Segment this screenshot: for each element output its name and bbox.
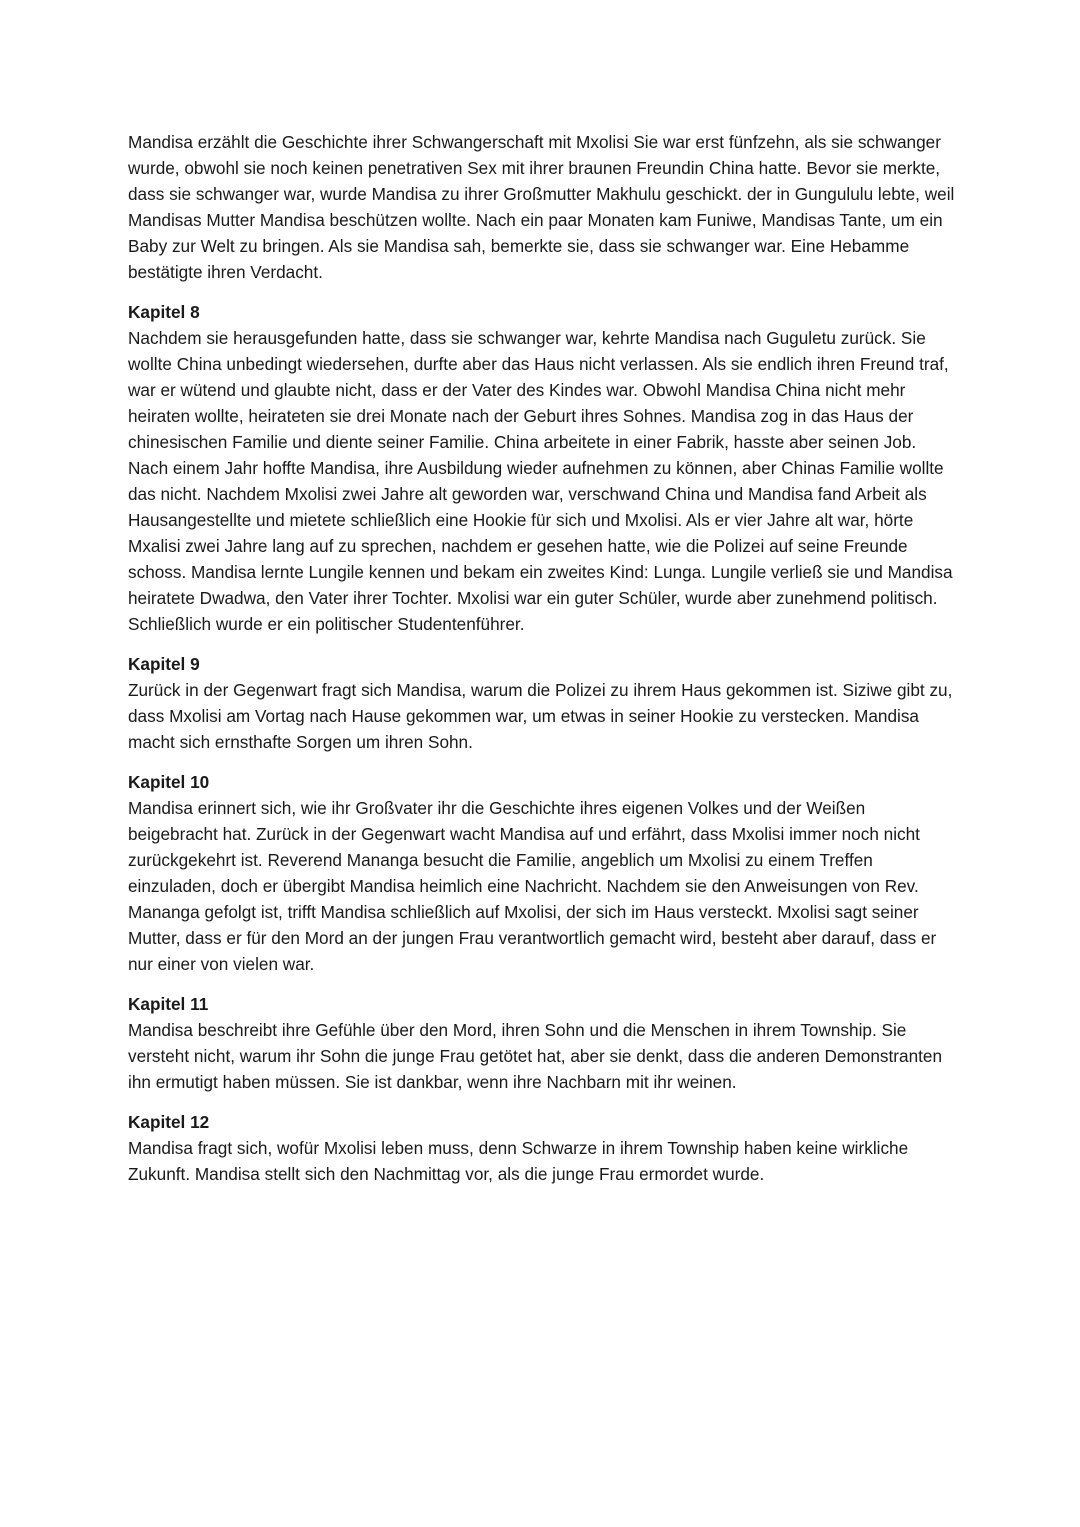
- chapter-11-section: [128, 991, 958, 1095]
- chapter-heading: Kapitel 12: [128, 1112, 210, 1132]
- chapter-paragraph: Nachdem sie herausgefunden hatte, dass sie schwanger war, kehrte Mandisa nach Guguletu zurück. Sie wollte China unbedingt wiedersehen, durfte aber das Haus nicht verlassen. Als sie endlich ihren Freund traf, war er wütend und glaubte nicht, dass er der Vater des Kindes war. Obwohl Mandisa China nicht mehr heiraten wollte, heirateten sie drei Monate nach der Geburt ihres Sohnes. Mandisa zog in das Haus der chinesischen Familie und diente seiner Familie. China arbeitete in einer Fabrik, hasste aber seinen Job. Nach einem Jahr hoffte Mandisa, ihre Ausbildung wieder aufnehmen zu können, aber Chinas Familie wollte das nicht. Nachdem Mxolisi zwei Jahre alt geworden war, verschwand China und Mandisa fand Arbeit als Hausangestellte und mietete schließlich eine Hookie für sich und Mxolisi. Als er vier Jahre alt war, hörte Mxalisi zwei Jahre lang auf zu sprechen, nachdem er gesehen hatte, wie die Polizei auf seine Freunde schoss. Mandisa lernte Lungile kennen und bekam ein zweites Kind: Lunga. Lungile verließ sie und Mandisa heiratete Dwadwa, den Vater ihrer Tochter. Mxolisi war ein guter Schüler, wurde aber zunehmend politisch. Schließlich wurde er ein politischer Studentenführer.: [128, 328, 953, 634]
- chapter-9-section: [128, 651, 958, 755]
- chapter-12-section: [128, 1109, 958, 1187]
- chapter-paragraph: Mandisa erinnert sich, wie ihr Großvater ihr die Geschichte ihres eigenen Volkes und der Weißen beigebracht hat. Zurück in der Gegenwart wacht Mandisa auf und erfährt, dass Mxolisi immer noch nicht zurückgekehrt ist. Reverend Mananga besucht die Familie, angeblich um Mxolisi zu einem Treffen einzuladen, doch er übergibt Mandisa heimlich eine Nachricht. Nachdem sie den Anweisungen von Rev. Mananga gefolgt ist, trifft Mandisa schließlich auf Mxolisi, der sich im Haus versteckt. Mxolisi sagt seiner Mutter, dass er für den Mord an der jungen Frau verantwortlich gemacht wird, besteht aber darauf, dass er nur einer von vielen war.: [128, 798, 937, 974]
- intro-paragraph: Mandisa erzählt die Geschichte ihrer Schwangerschaft mit Mxolisi Sie war erst fünfzehn, als sie schwanger wurde, obwohl sie noch keinen penetrativen Sex mit ihrer braunen Freundin China hatte. Bevor sie merkte, dass sie schwanger war, wurde Mandisa zu ihrer Großmutter Makhulu geschickt. der in Gungululu lebte, weil Mandisas Mutter Mandisa beschützen wollte. Nach ein paar Monaten kam Funiwe, Mandisas Tante, um ein Baby zur Welt zu bringen. Als sie Mandisa sah, bemerkte sie, dass sie schwanger war. Eine Hebamme bestätigte ihren Verdacht.: [128, 132, 955, 282]
- chapter-paragraph: Mandisa beschreibt ihre Gefühle über den Mord, ihren Sohn und die Menschen in ihrem Township. Sie versteht nicht, warum ihr Sohn die junge Frau getötet hat, aber sie denkt, dass die anderen Demonstranten ihn ermutigt haben müssen. Sie ist dankbar, wenn ihre Nachbarn mit ihr weinen.: [128, 1020, 943, 1092]
- chapter-heading: Kapitel 10: [128, 772, 210, 792]
- chapter-heading: Kapitel 8: [128, 302, 200, 322]
- chapter-8-section: [128, 299, 958, 637]
- chapter-heading: Kapitel 9: [128, 654, 200, 674]
- chapter-heading: Kapitel 11: [128, 994, 209, 1014]
- chapter-paragraph: Zurück in der Gegenwart fragt sich Mandisa, warum die Polizei zu ihrem Haus gekommen ist. Siziwe gibt zu, dass Mxolisi am Vortag nach Hause gekommen war, um etwas in seiner Hookie zu verstecken. Mandisa macht sich ernsthafte Sorgen um ihren Sohn.: [128, 680, 953, 752]
- intro-section: [128, 129, 958, 285]
- chapter-10-section: [128, 769, 958, 977]
- chapter-paragraph: Mandisa fragt sich, wofür Mxolisi leben muss, denn Schwarze in ihrem Township haben keine wirkliche Zukunft. Mandisa stellt sich den Nachmittag vor, als die junge Frau ermordet wurde.: [128, 1138, 909, 1184]
- document-page: [128, 129, 958, 1201]
